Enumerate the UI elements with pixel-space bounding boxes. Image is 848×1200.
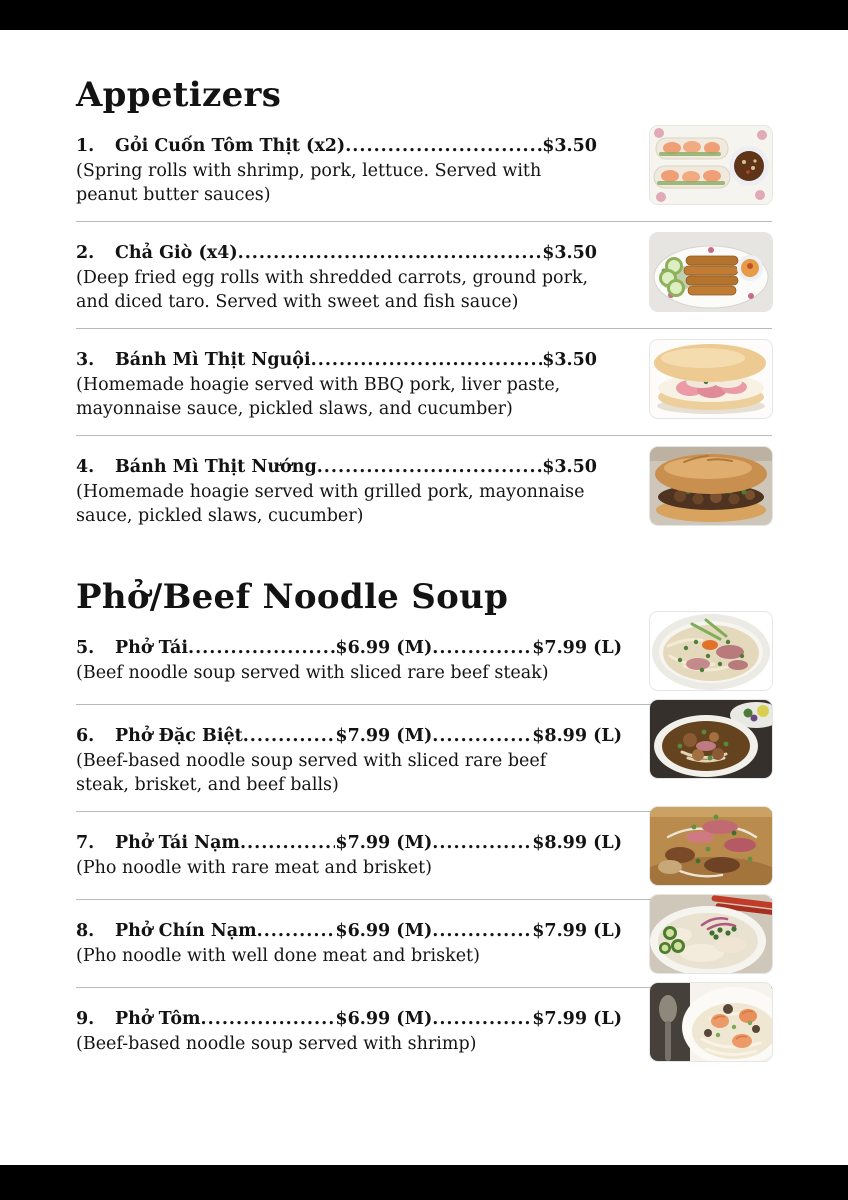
item-name: Gỏi Cuốn Tôm Thịt (x2): [115, 136, 346, 157]
menu-item: [76, 241, 772, 314]
dotted-leader: [257, 919, 336, 943]
pho-dac-biet-photo: [650, 700, 772, 778]
item-text: [76, 1007, 650, 1056]
dotted-leader: [345, 134, 542, 158]
item-name: Chả Giò (x4): [115, 243, 238, 264]
menu-section: [76, 578, 772, 1061]
item-title-line: [76, 919, 622, 943]
menu-item: [76, 134, 772, 207]
item-price-medium: $3.50: [542, 350, 597, 371]
dotted-leader: [240, 831, 335, 855]
item-text: [76, 724, 650, 797]
pho-tai-photo: [650, 612, 772, 690]
dish-photo: [650, 612, 772, 690]
dotted-leader: [432, 919, 532, 943]
item-title-line: [76, 241, 622, 265]
menu-item: [76, 636, 772, 690]
dish-photo: [650, 700, 772, 778]
dotted-leader: [432, 831, 532, 855]
item-price-large: $8.99 (L): [532, 726, 622, 747]
menu-item: [76, 348, 772, 421]
section-items: [76, 134, 772, 528]
banh-mi-grilled-pork-photo: [650, 447, 772, 525]
dish-photo: [650, 126, 772, 204]
item-price-medium: $7.99 (M): [335, 726, 433, 747]
pho-chin-nam-photo: [650, 895, 772, 973]
menu-item: [76, 1007, 772, 1061]
item-title-line: [76, 636, 622, 660]
dish-photo: [650, 233, 772, 311]
dotted-leader: [317, 455, 542, 479]
dish-photo: [650, 340, 772, 418]
dotted-leader: [243, 724, 336, 748]
item-text: [76, 134, 650, 207]
dotted-leader: [238, 241, 543, 265]
item-divider: [76, 435, 772, 436]
item-name: Phở Chín Nạm: [115, 921, 257, 942]
menu-page: [0, 30, 848, 1165]
menu-section: [76, 76, 772, 528]
item-description: (Beef noodle soup served with sliced rare beef steak): [76, 663, 549, 684]
item-number: 5.: [76, 638, 95, 659]
item-description: (Pho noodle with well done meat and brisket): [76, 946, 480, 967]
item-price-medium: $3.50: [542, 457, 597, 478]
dotted-leader: [432, 724, 532, 748]
item-description: (Homemade hoagie served with BBQ pork, liver paste, mayonnaise sauce, pickled slaws, and cucumber): [76, 375, 561, 420]
item-name: Phở Tái Nạm: [115, 833, 240, 854]
item-divider: [76, 221, 772, 222]
item-number: 2.: [76, 243, 95, 264]
item-name: Bánh Mì Thịt Nướng: [115, 457, 317, 478]
section-title: Phở/Beef Noodle Soup: [76, 577, 509, 618]
item-price-medium: $6.99 (M): [335, 1009, 433, 1030]
item-price-medium: $6.99 (M): [335, 638, 433, 659]
pho-tom-photo: [650, 983, 772, 1061]
dish-photo: [650, 983, 772, 1061]
item-number: 6.: [76, 726, 95, 747]
egg-rolls-photo: [650, 233, 772, 311]
item-divider: [76, 328, 772, 329]
item-name: Bánh Mì Thịt Nguội: [115, 350, 311, 371]
item-text: [76, 636, 650, 685]
dotted-leader: [432, 636, 532, 660]
item-description: (Beef-based noodle soup served with shrimp): [76, 1034, 477, 1055]
item-number: 3.: [76, 350, 95, 371]
dotted-leader: [311, 348, 543, 372]
item-description: (Pho noodle with rare meat and brisket): [76, 858, 432, 879]
item-description: (Beef-based noodle soup served with sliced rare beef steak, brisket, and beef balls): [76, 751, 547, 796]
item-price-large: $7.99 (L): [532, 921, 622, 942]
item-number: 7.: [76, 833, 95, 854]
item-text: [76, 348, 650, 421]
item-title-line: [76, 831, 622, 855]
section-items: [76, 636, 772, 1061]
section-title: Appetizers: [76, 75, 282, 115]
menu-item: [76, 919, 772, 973]
item-text: [76, 831, 650, 880]
dish-photo: [650, 895, 772, 973]
item-price-large: $7.99 (L): [532, 638, 622, 659]
item-title-line: [76, 724, 622, 748]
item-text: [76, 241, 650, 314]
item-price-medium: $6.99 (M): [335, 921, 433, 942]
item-text: [76, 455, 650, 528]
item-number: 8.: [76, 921, 95, 942]
item-title-line: [76, 1007, 622, 1031]
item-description: (Homemade hoagie served with grilled pork, mayonnaise sauce, pickled slaws, cucumber): [76, 482, 585, 527]
dish-photo: [650, 447, 772, 525]
item-number: 9.: [76, 1009, 95, 1030]
item-price-medium: $3.50: [542, 136, 597, 157]
item-text: [76, 919, 650, 968]
spring-rolls-photo: [650, 126, 772, 204]
menu-sections: [76, 76, 772, 1061]
pho-tai-nam-photo: [650, 807, 772, 885]
menu-item: [76, 455, 772, 528]
item-number: 4.: [76, 457, 95, 478]
banh-mi-cold-cuts-photo: [650, 340, 772, 418]
item-number: 1.: [76, 136, 95, 157]
item-price-large: $8.99 (L): [532, 833, 622, 854]
item-title-line: [76, 134, 622, 158]
item-price-large: $7.99 (L): [532, 1009, 622, 1030]
item-price-medium: $7.99 (M): [335, 833, 433, 854]
dish-photo: [650, 807, 772, 885]
menu-item: [76, 724, 772, 797]
item-name: Phở Đặc Biệt: [115, 726, 243, 747]
item-title-line: [76, 348, 622, 372]
item-description: (Deep fried egg rolls with shredded carrots, ground pork, and diced taro. Served with sweet and fish sauce): [76, 268, 589, 313]
menu-item: [76, 831, 772, 885]
item-name: Phở Tái: [115, 638, 188, 659]
item-title-line: [76, 455, 622, 479]
item-name: Phở Tôm: [115, 1009, 201, 1030]
item-description: (Spring rolls with shrimp, pork, lettuce. Served with peanut butter sauces): [76, 161, 542, 206]
dotted-leader: [432, 1007, 532, 1031]
dotted-leader: [201, 1007, 336, 1031]
item-price-medium: $3.50: [542, 243, 597, 264]
dotted-leader: [188, 636, 335, 660]
